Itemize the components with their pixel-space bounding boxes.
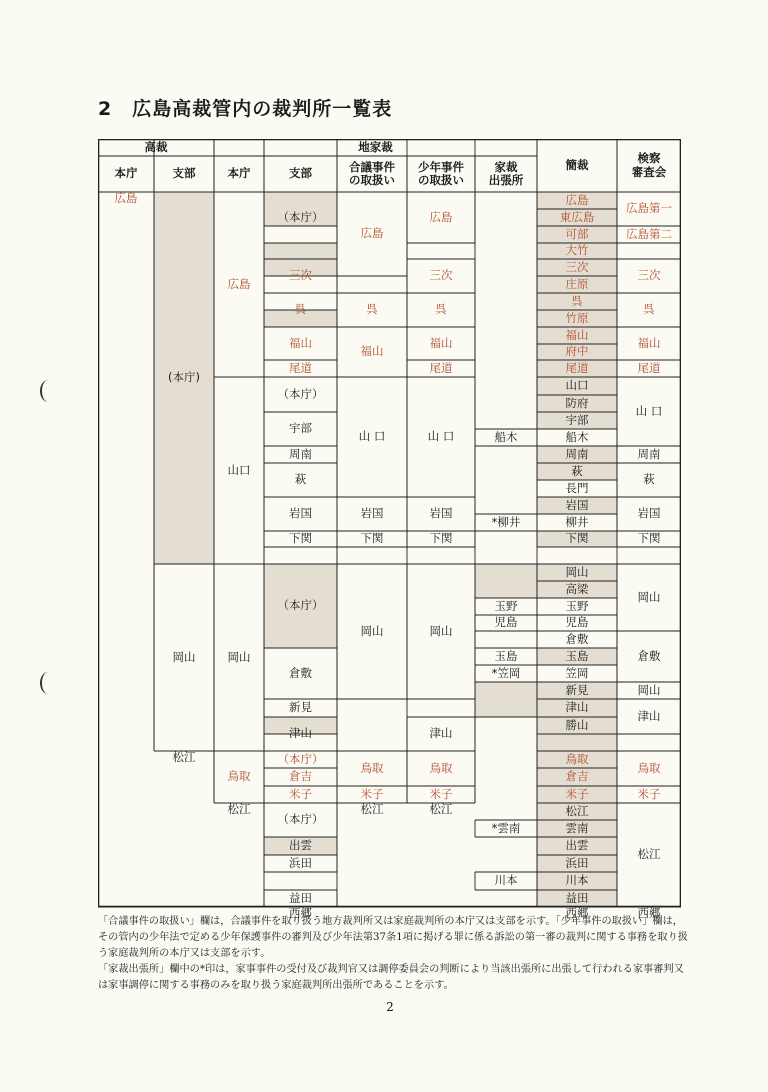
table-cell: 可部 [565, 226, 589, 241]
table-cell: 西郷 [289, 906, 312, 920]
table-cell: 庄原 [565, 276, 589, 291]
table-cell: 下関 [637, 531, 661, 546]
table-cell: 岩国 [565, 497, 589, 512]
table-cell: 下関 [360, 531, 384, 546]
table-cell: 鳥取 [360, 760, 384, 775]
table-cell: 三次 [565, 259, 589, 274]
table-cell: 福山 [289, 335, 312, 350]
table-cell: 船木 [494, 429, 518, 444]
table-cell: 広島第二 [626, 226, 672, 241]
table-cell: 三次 [429, 268, 453, 283]
table-cell: 岡山 [637, 589, 661, 604]
table-cell: 岡山 [360, 623, 384, 638]
table-cells [98, 139, 681, 920]
table-cell: 玉島 [494, 648, 518, 663]
table-cell: 西郷 [565, 906, 589, 920]
table-cell: 尾道 [637, 360, 661, 375]
table-cell: 松江 [429, 802, 453, 816]
punch-hole-mark [40, 672, 56, 694]
table-cell: 山口 [565, 378, 589, 393]
table-cell: 倉敷 [637, 648, 661, 663]
table-cell: 広島 [114, 191, 138, 205]
table-cell: 広島第一 [626, 201, 672, 216]
table-cell: 鳥取 [429, 760, 453, 775]
table-cell: 米子 [360, 786, 384, 801]
table-cell: （本庁） [277, 751, 324, 766]
table-cell: 防府 [565, 395, 589, 410]
table-cell: （本庁） [277, 386, 324, 401]
header-cell: 簡裁 [565, 157, 589, 172]
table-cell: （本庁） [277, 812, 324, 827]
table-cell: 山 口 [358, 429, 386, 444]
table-cell: 岡山 [429, 623, 453, 638]
table-cell: 萩 [571, 463, 583, 478]
table-cell: 勝山 [565, 717, 589, 732]
table-cell: 岡山 [227, 649, 251, 664]
table-cell: 周南 [565, 446, 589, 461]
table-cell: 岩国 [289, 506, 312, 521]
table-cell: 周南 [637, 446, 661, 461]
table-cell: 浜田 [289, 855, 312, 870]
table-cell: 萩 [643, 472, 655, 487]
table-cell: (本庁) [168, 370, 200, 385]
table-cell: 広島 [565, 192, 589, 207]
table-cell: 尾道 [429, 360, 453, 375]
table-cell: 新見 [565, 682, 589, 697]
table-cell: 津山 [565, 700, 589, 715]
header-cell: 本庁 [227, 166, 251, 181]
table-cell: 浜田 [565, 855, 589, 870]
table-cell: 岩国 [360, 506, 384, 521]
table-cell: 山 口 [427, 429, 455, 444]
header-cell: 支部 [289, 166, 312, 181]
table-cell: 尾道 [289, 360, 312, 375]
table-cell: 宇部 [565, 412, 589, 427]
footnotes [98, 914, 690, 994]
table-cell: 柳井 [565, 514, 589, 529]
table-cell: 周南 [289, 446, 312, 461]
table-cell: 出雲 [565, 838, 589, 853]
footnote-1: 「合議事件の取扱い」欄は，合議事件を取り扱う地方裁判所又は家庭裁判所の本庁又は支部を示す。「少年事件の取扱い」欄は，その管内の少年法で定める少年保護事件の審判及び少年法第37条1項に掲げる罪に係る訴訟の第一審の裁判に関する事務を取り扱う家庭裁判所の本庁又は支部を示す。 [98, 916, 688, 959]
table-cell: 福山 [637, 335, 661, 350]
table-cell: 川本 [494, 873, 518, 888]
table-cell: *柳井 [491, 514, 521, 529]
table-cell: *笠岡 [491, 665, 521, 680]
table-cell: 高梁 [565, 581, 589, 596]
header-cell: 支部 [172, 166, 196, 181]
table-cell: 船木 [565, 429, 589, 444]
table-cell: 玉野 [565, 598, 589, 613]
court-list-table [98, 139, 681, 920]
header-cell: 合議事件 の取扱い [349, 159, 395, 187]
table-cell: 玉野 [494, 598, 518, 613]
table-cell: 山口 [227, 462, 251, 477]
table-cell: 米子 [565, 786, 589, 801]
table-cell: 津山 [289, 726, 312, 741]
table-cell: 萩 [294, 472, 307, 487]
table-cell: 玉島 [565, 648, 589, 663]
table-cell: *雲南 [491, 820, 521, 835]
table-cell: 米子 [637, 786, 661, 801]
table-cell: 松江 [637, 847, 661, 862]
table-cell: 下関 [289, 531, 312, 546]
table-cell: 松江 [172, 750, 196, 764]
table-cell: 新見 [289, 700, 312, 715]
table-cell: 竹原 [565, 310, 589, 325]
table-cell: 鳥取 [565, 751, 589, 766]
page-number: 2 [386, 1000, 394, 1014]
table-cell: 福山 [429, 335, 453, 350]
table-cell: 広島 [227, 276, 251, 291]
table-cell: 倉吉 [289, 769, 312, 784]
table-cell: 広島 [360, 226, 384, 241]
table-cell: 川本 [565, 873, 589, 888]
table-cell: 岡山 [172, 649, 196, 664]
table-cell: 呉 [366, 302, 378, 317]
table-cell: 倉敷 [289, 665, 312, 680]
table-cell: 府中 [565, 344, 589, 359]
table-cell: 呉 [435, 302, 447, 317]
table-cell: 呉 [294, 302, 307, 317]
table-cell: 米子 [429, 786, 453, 801]
table-cell: 雲南 [565, 820, 589, 835]
table-cell: 岡山 [637, 682, 661, 697]
table-cell: 下関 [565, 531, 589, 546]
table-cell: 松江 [360, 802, 384, 816]
table-cell: 呉 [571, 293, 583, 308]
header-cell: 検察 審査会 [631, 151, 667, 179]
table-cell: 児島 [494, 615, 518, 630]
table-cell: 岩国 [429, 506, 453, 521]
table-cell: 宇部 [289, 421, 312, 436]
header-cell: 本庁 [114, 166, 138, 181]
table-cell: 岩国 [637, 506, 661, 521]
table-cell: 大竹 [565, 243, 589, 258]
table-cell: 尾道 [565, 360, 589, 375]
table-cell: 三次 [289, 268, 312, 283]
footnote-2: 「家裁出張所」欄中の*印は，家事事件の受付及び裁判官又は調停委員会の判断により当該出張所に出張して行われる家事審判又は家事調停に関する事務のみを取り扱う家庭裁判所出張所であることを示す。 [98, 964, 684, 991]
table-cell: 福山 [565, 327, 589, 342]
table-cell: 出雲 [289, 838, 312, 853]
table-cell: 長門 [565, 480, 589, 495]
table-cell: 山 口 [635, 403, 663, 418]
header-cell: 家裁 出張所 [488, 159, 524, 187]
table-cell: 津山 [429, 726, 453, 741]
table-cell: 鳥取 [637, 760, 661, 775]
table-cell: 津山 [637, 708, 661, 723]
table-cell: 児島 [565, 615, 589, 630]
table-cell: 下関 [429, 531, 453, 546]
table-cell: 三次 [637, 268, 661, 283]
table-cell: （本庁） [277, 598, 324, 613]
header-cell: 少年事件 の取扱い [418, 159, 464, 187]
table-cell: 西郷 [637, 906, 661, 920]
table-cell: 益田 [289, 890, 312, 905]
table-cell: 広島 [429, 209, 453, 224]
page-title: 2 広島高裁管内の裁判所一覧表 [98, 98, 393, 120]
table-cell: 倉吉 [565, 769, 589, 784]
table-cell: 岡山 [565, 564, 589, 579]
punch-hole-mark [40, 380, 56, 402]
table-cell: 米子 [289, 786, 312, 801]
header-cell: 地家裁 [358, 139, 393, 154]
table-cell: 倉敷 [565, 631, 589, 646]
table-cell: 益田 [565, 890, 589, 905]
table-cell: 松江 [227, 802, 251, 816]
table-cell: 東広島 [559, 209, 595, 224]
table-cell: 呉 [643, 302, 655, 317]
table-cell: 福山 [360, 344, 384, 359]
table-cell: （本庁） [277, 209, 324, 224]
table-cell: 笠岡 [565, 665, 589, 680]
table-cell: 松江 [565, 803, 589, 818]
table-cell: 鳥取 [227, 769, 251, 784]
header-cell: 高裁 [144, 139, 168, 154]
